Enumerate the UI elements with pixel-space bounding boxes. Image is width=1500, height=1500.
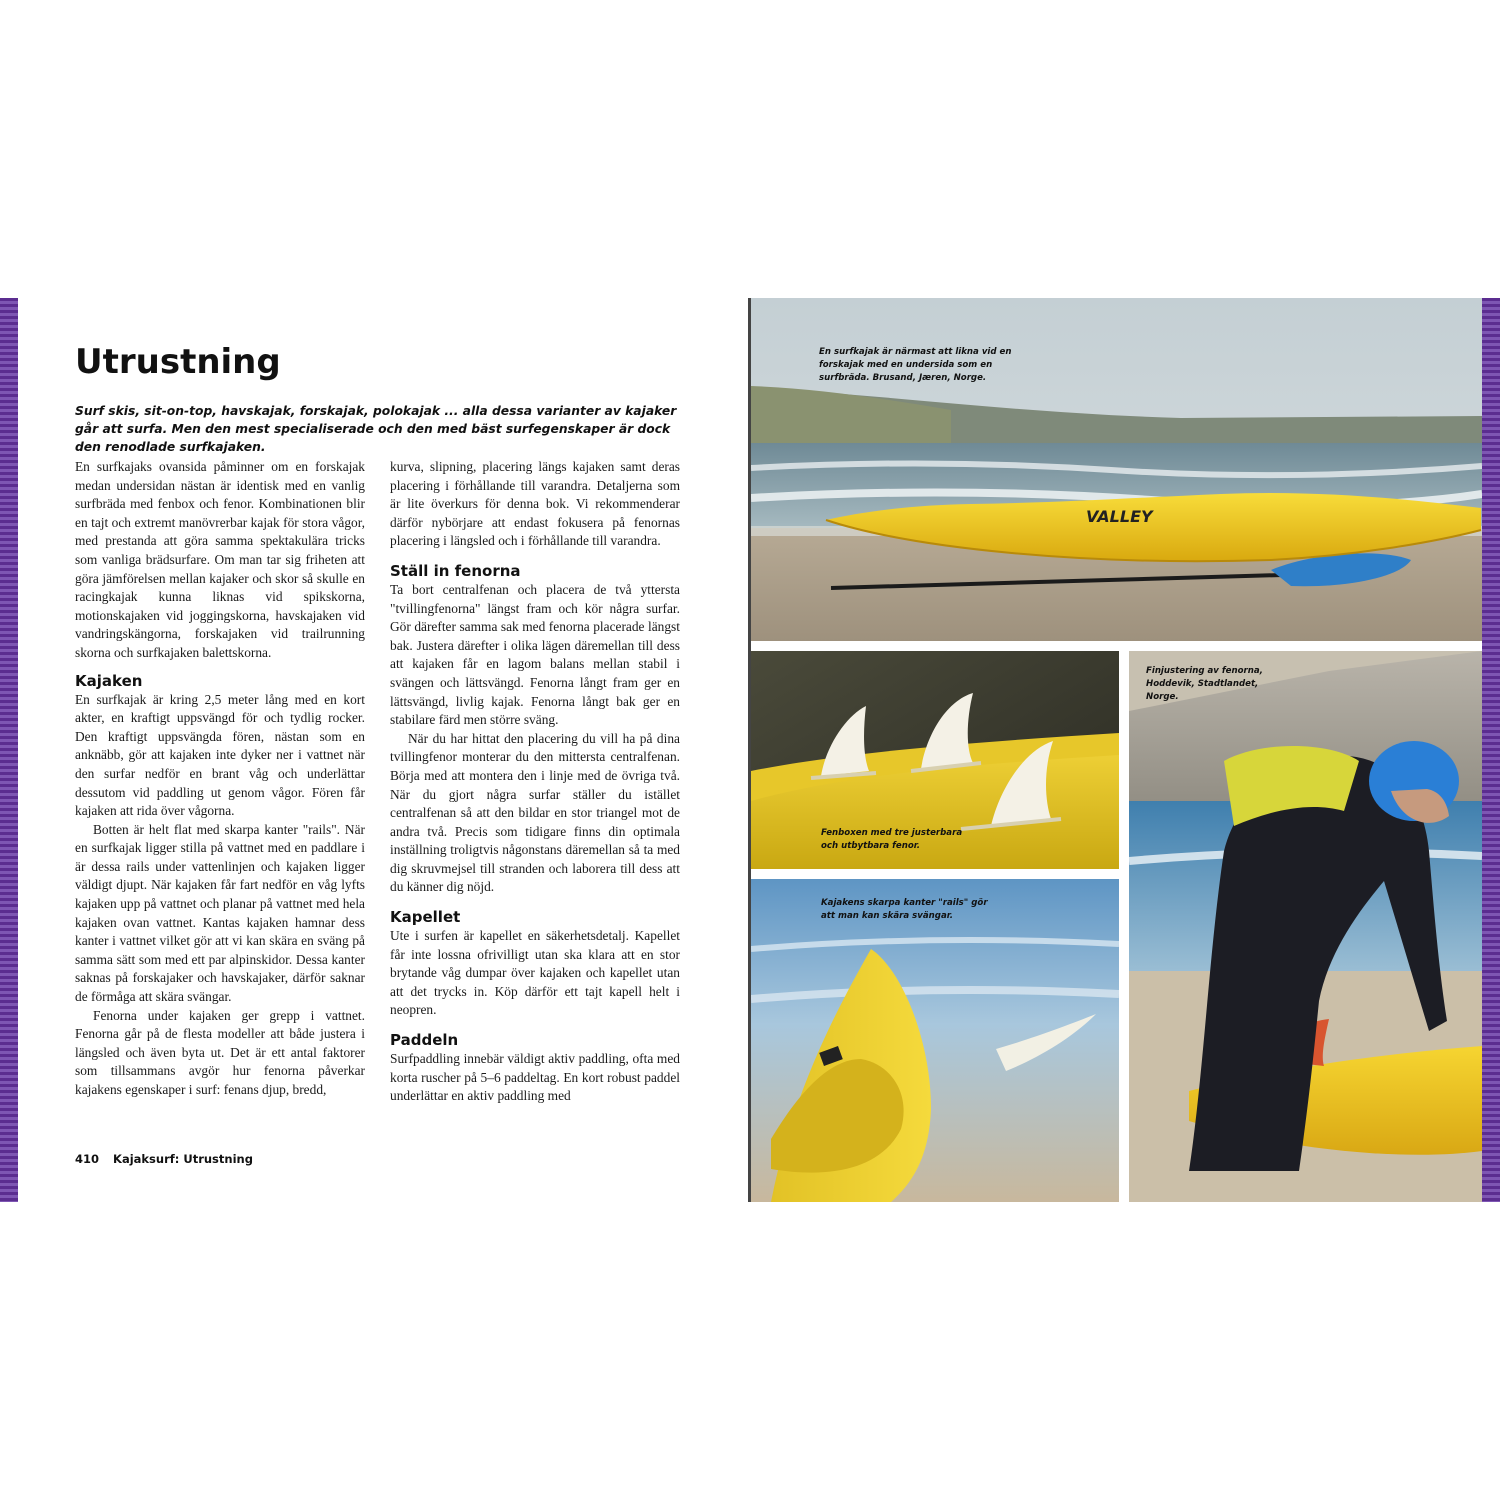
text-column-1: [75, 458, 365, 1100]
body-paragraph: Botten är helt flat med skarpa kanter "rails". När en surfkajak ligger stilla på vattnet med en paddlare i är dessa rails under vattenlinjen och kajaken ligger väldigt djupt. När kajaken får fart nedför en våg lyfts kajaken upp på vattnet och planar på vattnet med hela kajaken ovan vattnet. Kantas kajaken hamnar dess kanter i vattnet vilket gör att vi kan skära en sväng på samma sätt som med ett par alpinskidor. Dessa kanter saknas på forskajaker och havskajaker, därför saknar de förmåga att skära svängar.: [75, 821, 365, 1005]
running-head: Kajaksurf: Utrustning: [113, 1152, 253, 1166]
photo-person-adjusting-fins: [1129, 651, 1482, 1202]
brand-label: VALLEY: [1086, 507, 1153, 526]
page-footer: [75, 1152, 263, 1166]
body-paragraph: När du har hittat den placering du vill ha på dina tvillingfenor monterar du den mittersta centralfenan. Börja med att montera den i linje med de övriga två. När du gjort några surfar ställer du istället centralfenan så att den bildar en stor triangel mot de andra två. Precis som tidigare finns din optimala inställning troligtvis någonstans däremellan så ta med dig skruvmejsel till stranden och laborera till dess att du känner dig nöjd.: [390, 730, 680, 895]
section-heading-stall-in-fenorna: Ställ in fenorna: [390, 561, 521, 580]
body-paragraph: Ute i surfen är kapellet en säkerhetsdetalj. Kapellet får inte lossna ofrivilligt utan ska klara att en stor brytande våg dumpar över kajaken och kapellet utan att det trycks in. Köp därför ett tajt kapell helt i neopren.: [390, 928, 680, 1018]
person-illustration: [1129, 651, 1482, 1202]
body-paragraph: Ta bort centralfenan och placera de två yttersta "tvillingfenorna" längst fram och kör några surfar. Gör därefter samma sak med fenorna placerade längst bak. Justera därefter i olika lägen däremellan till dess att kajaken får en lagom balans mellan stabil i svängen och lättsvängd. Fenorna långt fram ger en lättsvängd, livlig kajak. Fenorna långt bak ger en stabilare färd men större sväng.: [390, 581, 680, 728]
body-paragraph: kurva, slipning, placering längs kajaken samt deras placering i förhållande till varandra. Detaljerna som är lite överkurs för denna bok. Vi rekommenderar därför nybörjare att endast fokusera på fenornas placering i längsled och i förhållande till varandra.: [390, 459, 680, 549]
body-paragraph: En surfkajak är kring 2,5 meter lång med en kort akter, en kraftigt uppsvängd för och tydlig rocker. Den kraftigt uppsvängda fören, nästan som en anknäbb, gör att kajaken inte dyker ner i vattnet när den surfar nedför en brant våg och underlättar dessutom vid paddling ut genom vågor. Fören får kajaken att rida över vågorna.: [75, 691, 365, 819]
photo-kayak-on-beach: [751, 298, 1482, 641]
section-heading-paddeln: Paddeln: [390, 1031, 459, 1050]
book-spread: [0, 298, 1500, 1202]
photo-fin-box: [751, 651, 1119, 869]
rails-illustration: [751, 879, 1119, 1202]
intro-paragraph: Surf skis, sit-on-top, havskajak, forskajak, polokajak ... alla dessa varianter av kajaker går att surfa. Men den mest specialiserade och den med bäst surfegenskaper är dock den renodlade surfkajaken.: [75, 404, 677, 454]
caption-rails: Kajakens skarpa kanter "rails" gör att man kan skära svängar.: [821, 898, 988, 921]
caption-top-photo: En surfkajak är närmast att likna vid en forskajak med en undersida som en surfbräda. Brusand, Jæren, Norge.: [819, 347, 1012, 383]
section-heading-kapellet: Kapellet: [390, 908, 461, 927]
photo-kayak-rails: [751, 879, 1119, 1202]
body-paragraph: Surfpaddling innebär väldigt aktiv paddling, ofta med korta ruscher på 5–6 paddeltag. En kort robust paddel underlättar en aktiv paddling med: [390, 1051, 680, 1104]
body-paragraph: Fenorna under kajaken ger grepp i vattnet. Fenorna går på de flesta modeller att både justera i längsled och även byta ut. Det är ett antal faktorer som tillsammans avgör hur fenorna påverkar kajakens egenskaper i surf: fenans djup, bredd,: [75, 1007, 365, 1097]
section-heading-kajaken: Kajaken: [75, 671, 143, 690]
page-number: 410: [75, 1152, 100, 1166]
caption-fins: Fenboxen med tre justerbara och utbytbara fenor.: [821, 828, 963, 851]
text-column-2: [390, 458, 680, 1106]
body-paragraph: En surfkajaks ovansida påminner om en forskajak medan undersidan nästan är identisk med en vanlig surfbräda med fenbox och fenor. Kombinationen blir en tajt och extremt manövrerbar kajak för stora vågor, med prestanda att göra samma spektakulära tricks som vanliga brädsurfare. Om man tar sig friheten att göra jämförelsen mellan kajaker och skor så skulle en racingkajak kunna liknas vid spikskorna, motionskajaken vid joggingskorna, havskajaken vid vandringskängorna, forskajaken vid trailrunning skorna och surfkajaken balettskorna.: [75, 459, 365, 660]
caption-person: Finjustering av fenorna, Hoddevik, Stadtlandet, Norge.: [1146, 666, 1263, 702]
left-edge-stripe: [0, 298, 18, 1202]
right-edge-stripe: [1482, 298, 1500, 1202]
page-title: Utrustning: [75, 342, 281, 382]
